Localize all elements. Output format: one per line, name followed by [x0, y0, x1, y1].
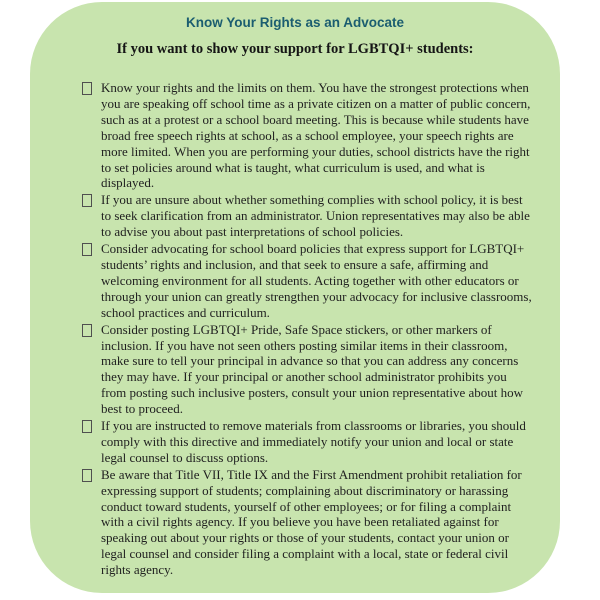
empty-checkbox-bullet-icon — [82, 324, 92, 337]
list-item — [82, 467, 534, 578]
list-item-text: Be aware that Title VII, Title IX and the First Amendment prohibit retaliation for expressing support of students; complaining about discriminatory or harassing conduct toward students, yourself of other employees; or for filing a complaint with a civil rights agency. If you believe you have been retaliated against for speaking out about your rights or those of your students, contact your union or legal counsel and consider filing a complaint with a local, state or federal civil rights agency. — [101, 466, 522, 578]
list-item-text: If you are unsure about whether something complies with school policy, it is best to seek clarification from an administrator. Union representatives may also be able to advise you about past interpretations of school policies. — [101, 192, 530, 240]
list-item — [82, 80, 534, 191]
rights-advocate-card — [30, 2, 560, 593]
list-item — [82, 418, 534, 466]
empty-checkbox-bullet-icon — [82, 420, 92, 433]
card-title: Know Your Rights as an Advocate — [185, 15, 405, 30]
empty-checkbox-bullet-icon — [82, 194, 92, 207]
list-item — [82, 241, 534, 321]
list-item — [82, 322, 534, 417]
empty-checkbox-bullet-icon — [82, 243, 92, 256]
list-item-text: Consider posting LGBTQI+ Pride, Safe Space stickers, or other markers of inclusion. If you have not seen others posting similar items in their classroom, make sure to tell your principal in advance so that you can address any concerns they may have. If your principal or another school administrator prohibits you from posting such inclusive posters, consult your union representative about how best to proceed. — [101, 321, 524, 417]
card-subtitle: If you want to show your support for LGBTQI+ students: — [116, 41, 474, 57]
empty-checkbox-bullet-icon — [82, 469, 92, 482]
empty-checkbox-bullet-icon — [82, 82, 92, 95]
list-item-text: If you are instructed to remove materials from classrooms or libraries, you should comply with this directive and immediately notify your union and local or state legal counsel to discuss options. — [101, 418, 526, 465]
list-item-text: Know your rights and the limits on them. You have the strongest protections when you are speaking off school time as a private citizen on a matter of public concern, such as at a protest or a school board meeting. This is because while students have broad free speech rights at school, as a school employee, your speech rights are more limited. When you are performing your duties, school districts have the right to set policies around what is taught, what curriculum is used, and what is displayed. — [101, 80, 531, 191]
list-item-text: Consider advocating for school board policies that express support for LGBTQI+ students’ rights and inclusion, and that seek to ensure a safe, affirming and welcoming environment for all students. Acting together with other educators or through your union can greatly strengthen your advocacy for inclusive classrooms, school practices and curriculum. — [101, 241, 532, 320]
list-item — [82, 192, 534, 240]
rights-bullet-list — [30, 80, 560, 578]
